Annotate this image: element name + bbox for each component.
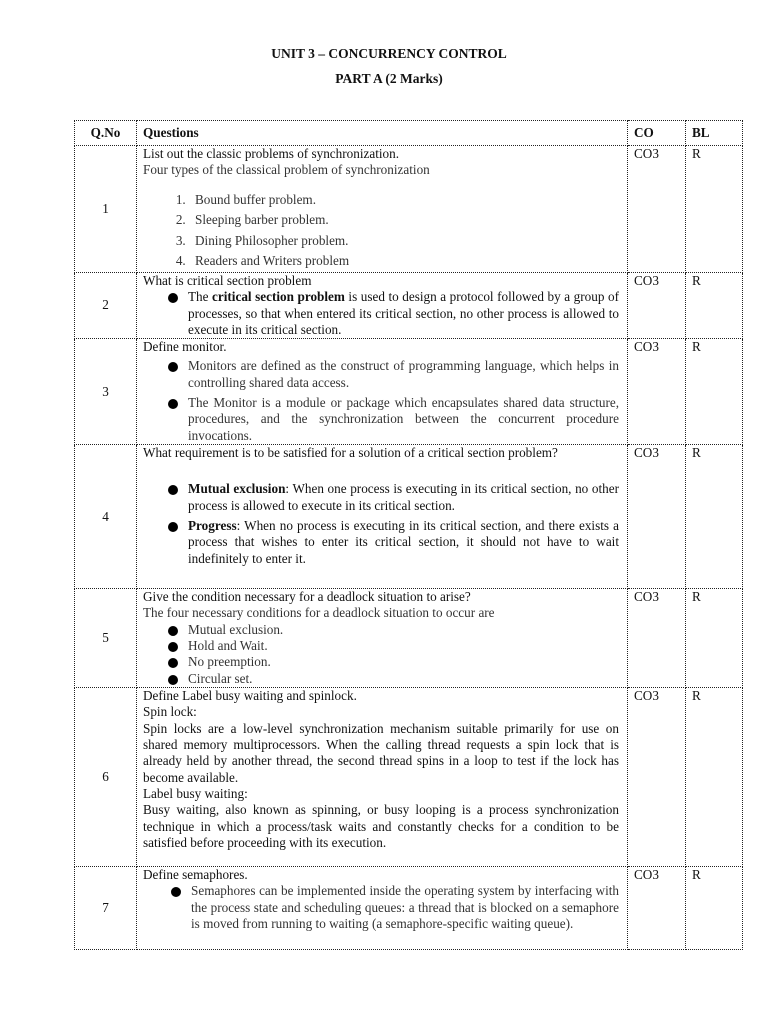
question-number: 3: [75, 339, 137, 445]
list-item: Progress: When no process is executing in its critical section, and there exists a process that wishes to enter its critical section, it should not have to wait indefinitely to enter it.: [143, 518, 619, 567]
answer-intro: Four types of the classical problem of synchronization: [143, 162, 430, 178]
column-header-bl: BL: [686, 121, 743, 146]
co-cell: CO3: [628, 339, 686, 445]
list-item: Circular set.: [143, 671, 619, 687]
answer-list: [143, 883, 619, 932]
question-cell: [137, 688, 628, 867]
section-subtitle: PART A (2 Marks): [335, 71, 443, 86]
bl-cell: R: [686, 272, 743, 338]
column-header-qno: Q.No: [75, 121, 137, 146]
bl-cell: R: [686, 339, 743, 445]
bl-cell: R: [686, 445, 743, 589]
bullet-icon: [168, 642, 178, 652]
list-item: 3. Dining Philosopher problem.: [189, 231, 619, 252]
question-number: 6: [75, 688, 137, 867]
answer-intro: The four necessary conditions for a deadlock situation to occur are: [143, 605, 495, 621]
co-cell: CO3: [628, 589, 686, 688]
bold-term: critical section problem: [212, 289, 345, 305]
list-item: 1. Bound buffer problem.: [189, 190, 619, 211]
bl-cell: R: [686, 146, 743, 273]
bl-cell: R: [686, 688, 743, 867]
question-cell: [137, 339, 628, 445]
column-header-co: CO: [628, 121, 686, 146]
answer-list: [143, 358, 619, 443]
table-row: [75, 339, 743, 445]
list-item: Semaphores can be implemented inside the operating system by interfacing with the process state and scheduling queues: a thread that is blocked on a semaphore is moved from running to waiting (a semaphore-specific waiting queue).: [143, 883, 619, 932]
question-text: Define semaphores.: [143, 867, 248, 883]
table-header-row: [75, 121, 743, 146]
question-cell: [137, 146, 628, 273]
questions-table: [74, 120, 743, 950]
spin-lock-text: Spin locks are a low-level synchronization mechanism suitable primarily for use on shared memory multiprocessors. When the calling thread requests a spin lock that is already held by another thread, the second thread spins in a loop to test if the lock has become available.: [143, 720, 619, 785]
table-row: [75, 272, 743, 338]
busy-waiting-text: Busy waiting, also known as spinning, or busy looping is a process synchronization technique in which a process/task waits and constantly checks for a condition to be satisfied before proceeding with its execution.: [143, 802, 619, 850]
co-cell: CO3: [628, 146, 686, 273]
table-row: [75, 146, 743, 273]
list-item: Mutual exclusion.: [143, 622, 619, 638]
answer-list: [143, 481, 619, 566]
list-item: No preemption.: [143, 654, 619, 670]
list-item: 4. Readers and Writers problem: [189, 251, 619, 272]
spin-lock-heading: Spin lock:: [143, 704, 197, 720]
list-item: Monitors are defined as the construct of programming language, which helps in controlling shared data access.: [143, 358, 619, 391]
table-row: [75, 445, 743, 589]
bullet-icon: [171, 887, 181, 897]
bl-cell: R: [686, 867, 743, 950]
co-cell: CO3: [628, 445, 686, 589]
question-number: 2: [75, 272, 137, 338]
question-number: 7: [75, 867, 137, 950]
question-text: Define monitor.: [143, 339, 227, 355]
co-cell: CO3: [628, 272, 686, 338]
page-title: UNIT 3 – CONCURRENCY CONTROL: [271, 46, 507, 61]
co-cell: CO3: [628, 867, 686, 950]
busy-waiting-heading: Label busy waiting:: [143, 785, 248, 801]
bold-term: Progress: [188, 518, 237, 534]
question-cell: [137, 867, 628, 950]
table-row: [75, 688, 743, 867]
question-text: What is critical section problem: [143, 272, 312, 288]
question-number: 5: [75, 589, 137, 688]
bl-cell: R: [686, 589, 743, 688]
list-item: Mutual exclusion: When one process is executing in its critical section, no other process is allowed to execute in its critical section.: [143, 481, 619, 514]
question-number: 1: [75, 146, 137, 273]
question-text: List out the classic problems of synchronization.: [143, 146, 400, 161]
answer-list: [143, 622, 619, 687]
co-cell: CO3: [628, 688, 686, 867]
bold-term: Mutual exclusion: [188, 481, 286, 497]
bullet-icon: [168, 626, 178, 636]
list-item: The critical section problem is used to design a protocol followed by a group of processes, so that when entered its critical section, no other process is allowed to execute in its critical section.: [143, 289, 619, 338]
bullet-icon: [168, 399, 178, 409]
bullet-icon: [168, 293, 178, 303]
question-cell: [137, 445, 628, 589]
question-cell: [137, 272, 628, 338]
question-number: 4: [75, 445, 137, 589]
list-item: The Monitor is a module or package which encapsulates shared data structure, procedures, and the synchronization between the concurrent procedure invocations.: [143, 395, 619, 444]
bullet-icon: [168, 362, 178, 372]
answer-list: [143, 289, 619, 338]
column-header-questions: Questions: [137, 121, 628, 146]
question-text: Define Label busy waiting and spinlock.: [143, 688, 357, 704]
list-item: Hold and Wait.: [143, 638, 619, 654]
question-text: What requirement is to be satisfied for a solution of a critical section problem?: [143, 445, 558, 461]
bullet-icon: [168, 675, 178, 685]
bullet-icon: [168, 522, 178, 532]
list-item: 2. Sleeping barber problem.: [189, 210, 619, 231]
table-row: [75, 589, 743, 688]
bullet-icon: [168, 485, 178, 495]
table-row: [75, 867, 743, 950]
question-text: Give the condition necessary for a deadlock situation to arise?: [143, 589, 471, 605]
bullet-icon: [168, 658, 178, 668]
question-cell: [137, 589, 628, 688]
answer-list: [143, 190, 619, 272]
